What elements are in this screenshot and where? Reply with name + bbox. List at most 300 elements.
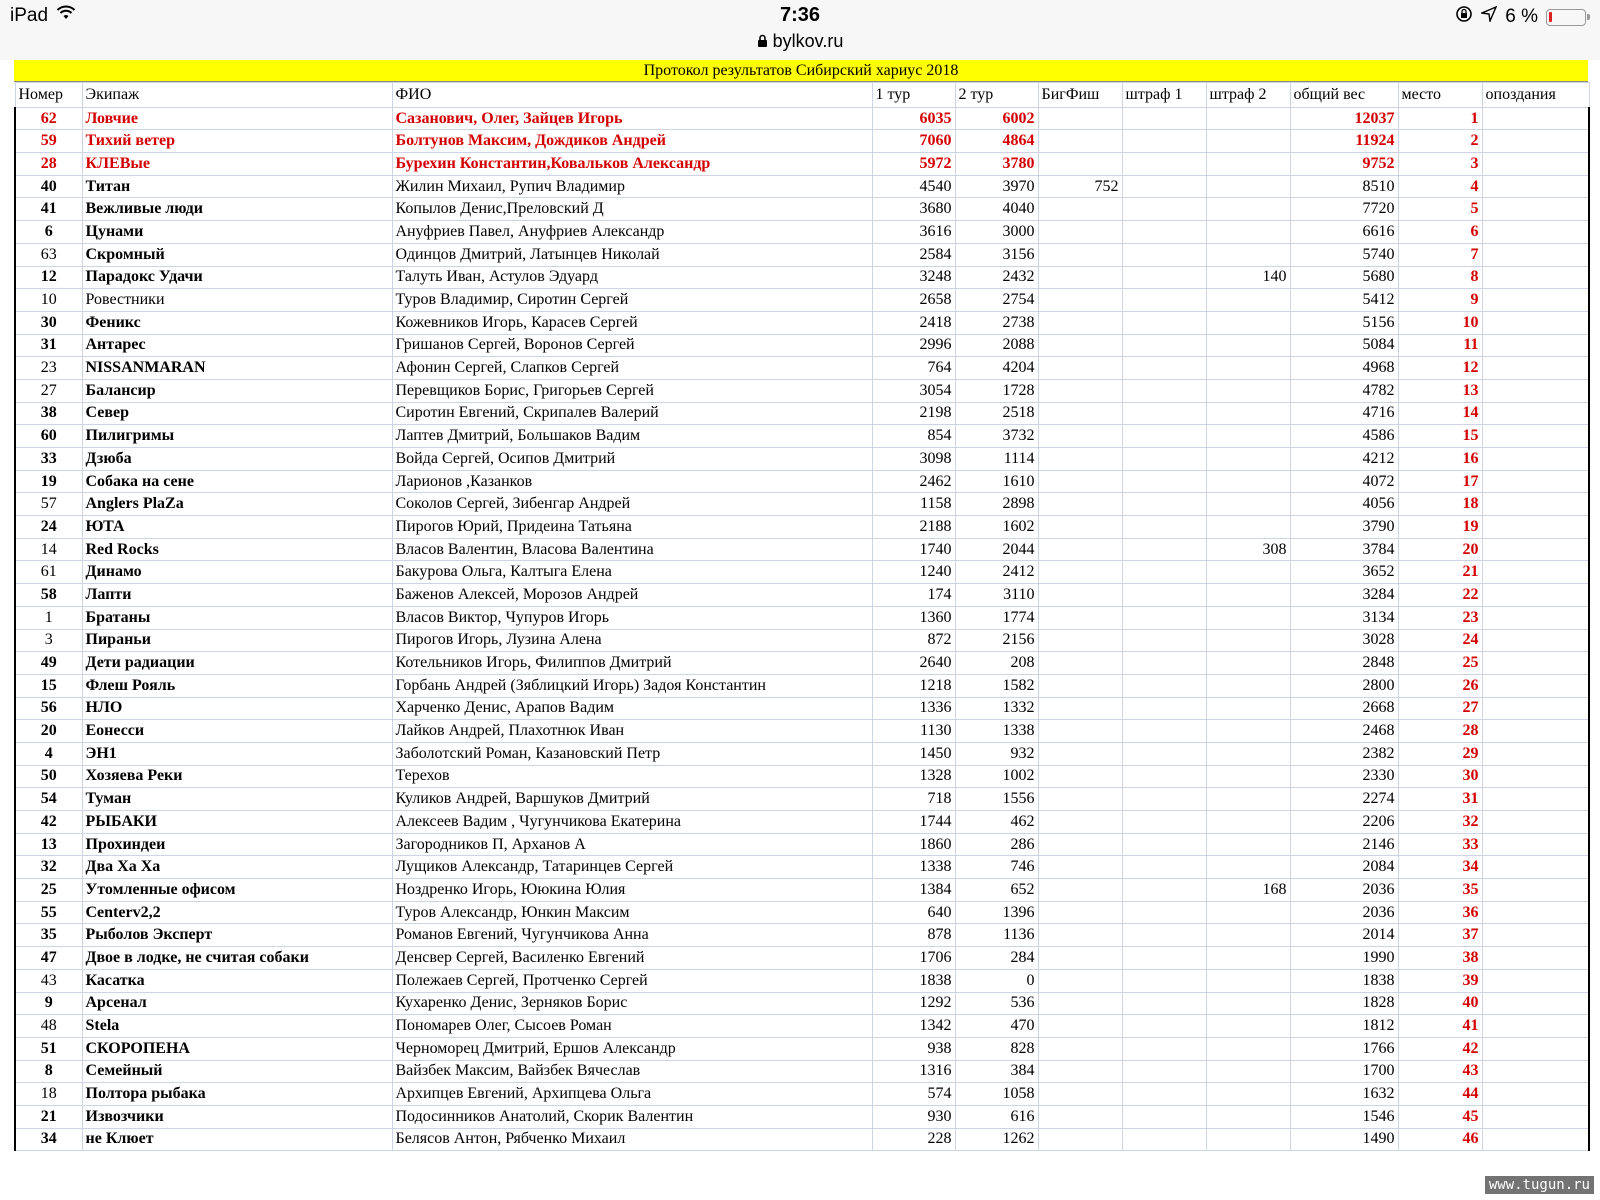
cell-penalty2 [1206,788,1290,811]
cell-round1: 2198 [872,402,955,425]
cell-crew: Собака на сене [82,470,392,493]
cell-round2: 3732 [955,425,1038,448]
cell-late [1482,1083,1589,1106]
cell-names: Пирогов Юрий, Придеина Татьяна [392,516,872,539]
cell-total: 1766 [1290,1037,1398,1060]
cell-bigfish [1038,493,1122,516]
table-body [15,107,1589,1151]
cell-penalty2 [1206,493,1290,516]
cell-penalty1 [1122,379,1206,402]
cell-names: Романов Евгений, Чугунчикова Анна [392,924,872,947]
cell-penalty2 [1206,901,1290,924]
cell-round2: 1556 [955,788,1038,811]
cell-late [1482,1060,1589,1083]
cell-penalty1 [1122,175,1206,198]
cell-place: 23 [1398,606,1482,629]
cell-round2: 2156 [955,629,1038,652]
cell-total: 3028 [1290,629,1398,652]
cell-bigfish [1038,584,1122,607]
battery-icon [1546,9,1586,26]
cell-place: 8 [1398,266,1482,289]
cell-round2: 1610 [955,470,1038,493]
table-row [15,947,1589,970]
cell-total: 3652 [1290,561,1398,584]
cell-names: Сиротин Евгений, Скрипалев Валерий [392,402,872,425]
cell-penalty1 [1122,697,1206,720]
cell-names: Власов Виктор, Чупуров Игорь [392,606,872,629]
cell-bigfish [1038,1105,1122,1128]
cell-late [1482,969,1589,992]
cell-penalty2 [1206,1015,1290,1038]
cell-round1: 2418 [872,311,955,334]
cell-crew: Еонесси [82,720,392,743]
cell-number: 19 [15,470,82,493]
cell-number: 49 [15,652,82,675]
cell-penalty2 [1206,221,1290,244]
cell-names: Бурехин Константин,Ковальков Александр [392,153,872,176]
col-header-place: место [1398,83,1482,108]
col-header-names: ФИО [392,83,872,108]
cell-penalty1 [1122,357,1206,380]
cell-crew: Динамо [82,561,392,584]
cell-penalty2 [1206,243,1290,266]
cell-penalty2 [1206,652,1290,675]
table-row [15,742,1589,765]
table-row [15,243,1589,266]
cell-late [1482,879,1589,902]
cell-number: 1 [15,606,82,629]
cell-round1: 4540 [872,175,955,198]
cell-bigfish [1038,470,1122,493]
cell-round1: 1342 [872,1015,955,1038]
cell-round1: 640 [872,901,955,924]
cell-total: 2800 [1290,674,1398,697]
cell-names: Талуть Иван, Астулов Эдуард [392,266,872,289]
table-row [15,833,1589,856]
cell-penalty1 [1122,584,1206,607]
cell-names: Бакурова Ольга, Калтыга Елена [392,561,872,584]
cell-crew: Семейный [82,1060,392,1083]
cell-late [1482,561,1589,584]
cell-round2: 4204 [955,357,1038,380]
cell-round1: 3054 [872,379,955,402]
cell-place: 26 [1398,674,1482,697]
cell-round1: 5972 [872,153,955,176]
cell-names: Горбань Андрей (Зяблицкий Игорь) Задоя Константин [392,674,872,697]
cell-number: 35 [15,924,82,947]
cell-place: 1 [1398,107,1482,130]
table-row [15,175,1589,198]
cell-crew: Stela [82,1015,392,1038]
cell-round2: 1396 [955,901,1038,924]
cell-bigfish: 752 [1038,175,1122,198]
cell-bigfish [1038,742,1122,765]
cell-late [1482,606,1589,629]
cell-names: Архипцев Евгений, Архипцева Ольга [392,1083,872,1106]
cell-penalty2 [1206,1128,1290,1151]
cell-place: 44 [1398,1083,1482,1106]
cell-crew: РЫБАКИ [82,811,392,834]
cell-late [1482,379,1589,402]
cell-crew: Ловчие [82,107,392,130]
cell-place: 43 [1398,1060,1482,1083]
results-table [14,82,1590,1151]
cell-penalty1 [1122,606,1206,629]
table-row [15,357,1589,380]
cell-late [1482,584,1589,607]
cell-late [1482,198,1589,221]
cell-round1: 1158 [872,493,955,516]
cell-bigfish [1038,153,1122,176]
cell-place: 12 [1398,357,1482,380]
cell-names: Туров Александр, Юнкин Максим [392,901,872,924]
cell-total: 2668 [1290,697,1398,720]
table-row [15,470,1589,493]
cell-names: Куликов Андрей, Варшуков Дмитрий [392,788,872,811]
cell-total: 2036 [1290,901,1398,924]
cell-penalty2 [1206,334,1290,357]
cell-bigfish [1038,402,1122,425]
cell-penalty1 [1122,289,1206,312]
cell-round1: 574 [872,1083,955,1106]
cell-crew: Пираньи [82,629,392,652]
cell-total: 2036 [1290,879,1398,902]
cell-bigfish [1038,289,1122,312]
cell-penalty1 [1122,674,1206,697]
cell-names: Копылов Денис,Преловский Д [392,198,872,221]
cell-place: 6 [1398,221,1482,244]
clock: 7:36 [779,4,821,26]
cell-round1: 1218 [872,674,955,697]
cell-number: 54 [15,788,82,811]
cell-crew: Касатка [82,969,392,992]
cell-names: Перевщиков Борис, Григорьев Сергей [392,379,872,402]
cell-total: 6616 [1290,221,1398,244]
cell-penalty2: 168 [1206,879,1290,902]
cell-bigfish [1038,969,1122,992]
cell-number: 50 [15,765,82,788]
table-row [15,130,1589,153]
cell-crew: Флеш Рояль [82,674,392,697]
cell-crew: Рыболов Эксперт [82,924,392,947]
cell-total: 4056 [1290,493,1398,516]
cell-round1: 1316 [872,1060,955,1083]
cell-round1: 764 [872,357,955,380]
cell-place: 40 [1398,992,1482,1015]
cell-number: 15 [15,674,82,697]
cell-round1: 1384 [872,879,955,902]
cell-total: 5156 [1290,311,1398,334]
cell-names: Власов Валентин, Власова Валентина [392,538,872,561]
cell-penalty1 [1122,969,1206,992]
cell-penalty2 [1206,516,1290,539]
table-row [15,765,1589,788]
cell-names: Черноморец Дмитрий, Ершов Александр [392,1037,872,1060]
cell-round1: 938 [872,1037,955,1060]
cell-place: 4 [1398,175,1482,198]
cell-crew: Дзюба [82,448,392,471]
cell-total: 1828 [1290,992,1398,1015]
cell-penalty2 [1206,833,1290,856]
cell-crew: Ровестники [82,289,392,312]
cell-late [1482,289,1589,312]
device-label: iPad [10,5,49,26]
cell-total: 4586 [1290,425,1398,448]
cell-bigfish [1038,379,1122,402]
cell-place: 30 [1398,765,1482,788]
table-row [15,629,1589,652]
table-row [15,311,1589,334]
cell-names: Афонин Сергей, Слапков Сергей [392,357,872,380]
cell-number: 12 [15,266,82,289]
cell-number: 21 [15,1105,82,1128]
cell-penalty2 [1206,924,1290,947]
cell-late [1482,1105,1589,1128]
cell-penalty2 [1206,198,1290,221]
cell-penalty1 [1122,266,1206,289]
battery-percent: 6 % [1505,6,1538,27]
cell-total: 3284 [1290,584,1398,607]
cell-round2: 1338 [955,720,1038,743]
cell-bigfish [1038,924,1122,947]
cell-place: 5 [1398,198,1482,221]
cell-penalty2 [1206,175,1290,198]
cell-penalty2 [1206,379,1290,402]
cell-crew: Лапти [82,584,392,607]
col-header-round2: 2 тур [955,83,1038,108]
cell-crew: Цунами [82,221,392,244]
cell-total: 4212 [1290,448,1398,471]
cell-total: 9752 [1290,153,1398,176]
cell-round2: 2432 [955,266,1038,289]
cell-bigfish [1038,1128,1122,1151]
cell-penalty1 [1122,493,1206,516]
cell-round2: 470 [955,1015,1038,1038]
cell-names: Лайков Андрей, Плахотнюк Иван [392,720,872,743]
cell-penalty2: 140 [1206,266,1290,289]
cell-penalty2 [1206,606,1290,629]
cell-total: 2468 [1290,720,1398,743]
cell-penalty1 [1122,221,1206,244]
cell-number: 9 [15,992,82,1015]
cell-penalty2 [1206,1083,1290,1106]
cell-penalty1 [1122,901,1206,924]
cell-total: 3784 [1290,538,1398,561]
cell-bigfish [1038,720,1122,743]
cell-number: 23 [15,357,82,380]
cell-place: 11 [1398,334,1482,357]
cell-round2: 536 [955,992,1038,1015]
cell-number: 55 [15,901,82,924]
cell-number: 56 [15,697,82,720]
cell-bigfish [1038,1083,1122,1106]
cell-round1: 854 [872,425,955,448]
cell-round2: 2088 [955,334,1038,357]
cell-number: 32 [15,856,82,879]
cell-round2: 0 [955,969,1038,992]
cell-place: 19 [1398,516,1482,539]
cell-total: 1990 [1290,947,1398,970]
cell-bigfish [1038,947,1122,970]
cell-penalty1 [1122,243,1206,266]
cell-penalty1 [1122,1083,1206,1106]
status-bar [0,0,1600,60]
cell-round1: 2462 [872,470,955,493]
cell-late [1482,357,1589,380]
cell-round1: 2188 [872,516,955,539]
cell-round2: 932 [955,742,1038,765]
cell-crew: Тихий ветер [82,130,392,153]
cell-number: 58 [15,584,82,607]
cell-penalty2 [1206,107,1290,130]
cell-bigfish [1038,901,1122,924]
cell-place: 29 [1398,742,1482,765]
cell-round1: 878 [872,924,955,947]
cell-round2: 2898 [955,493,1038,516]
cell-bigfish [1038,629,1122,652]
cell-number: 28 [15,153,82,176]
cell-names: Загородников П, Арханов А [392,833,872,856]
cell-number: 3 [15,629,82,652]
cell-penalty1 [1122,879,1206,902]
cell-place: 13 [1398,379,1482,402]
table-row [15,221,1589,244]
table-row [15,1128,1589,1151]
table-row [15,992,1589,1015]
url-text: bylkov.ru [772,31,844,51]
cell-late [1482,674,1589,697]
cell-number: 30 [15,311,82,334]
cell-round2: 3970 [955,175,1038,198]
cell-round2: 1332 [955,697,1038,720]
cell-round1: 2584 [872,243,955,266]
cell-late [1482,516,1589,539]
cell-place: 35 [1398,879,1482,902]
table-row [15,516,1589,539]
cell-round2: 286 [955,833,1038,856]
cell-names: Пономарев Олег, Сысоев Роман [392,1015,872,1038]
cell-penalty2 [1206,584,1290,607]
cell-penalty2 [1206,720,1290,743]
cell-late [1482,107,1589,130]
table-row [15,901,1589,924]
cell-round1: 930 [872,1105,955,1128]
cell-round2: 1582 [955,674,1038,697]
cell-place: 31 [1398,788,1482,811]
cell-number: 48 [15,1015,82,1038]
cell-crew: Двое в лодке, не считая собаки [82,947,392,970]
cell-place: 21 [1398,561,1482,584]
cell-crew: КЛЕВые [82,153,392,176]
cell-names: Соколов Сергей, Зибенгар Андрей [392,493,872,516]
cell-number: 24 [15,516,82,539]
cell-late [1482,402,1589,425]
cell-place: 45 [1398,1105,1482,1128]
table-title: Протокол результатов Сибирский хариус 2018 [14,60,1588,82]
cell-round1: 1744 [872,811,955,834]
table-row [15,856,1589,879]
table-row [15,107,1589,130]
cell-round2: 4864 [955,130,1038,153]
address-bar[interactable] [0,31,1600,52]
cell-bigfish [1038,765,1122,788]
cell-total: 2274 [1290,788,1398,811]
cell-round1: 2658 [872,289,955,312]
table-header-row [15,83,1589,108]
cell-crew: Туман [82,788,392,811]
cell-bigfish [1038,266,1122,289]
cell-crew: Полтора рыбака [82,1083,392,1106]
cell-late [1482,629,1589,652]
cell-round2: 2738 [955,311,1038,334]
cell-place: 22 [1398,584,1482,607]
cell-penalty1 [1122,1105,1206,1128]
cell-bigfish [1038,1060,1122,1083]
cell-late [1482,1015,1589,1038]
cell-round2: 3780 [955,153,1038,176]
cell-number: 6 [15,221,82,244]
cell-round2: 652 [955,879,1038,902]
cell-place: 34 [1398,856,1482,879]
cell-late [1482,901,1589,924]
table-row [15,448,1589,471]
cell-bigfish [1038,674,1122,697]
cell-total: 2382 [1290,742,1398,765]
cell-round1: 174 [872,584,955,607]
cell-penalty1 [1122,720,1206,743]
cell-round2: 1728 [955,379,1038,402]
cell-place: 32 [1398,811,1482,834]
cell-late [1482,243,1589,266]
cell-late [1482,470,1589,493]
cell-penalty1 [1122,107,1206,130]
cell-round1: 3098 [872,448,955,471]
cell-crew: Север [82,402,392,425]
table-row [15,1015,1589,1038]
cell-crew: Братаны [82,606,392,629]
cell-bigfish [1038,516,1122,539]
cell-round1: 3248 [872,266,955,289]
cell-round1: 1336 [872,697,955,720]
cell-round1: 1338 [872,856,955,879]
cell-penalty2 [1206,311,1290,334]
cell-penalty2 [1206,1105,1290,1128]
cell-number: 31 [15,334,82,357]
cell-total: 4072 [1290,470,1398,493]
cell-bigfish [1038,561,1122,584]
cell-total: 2848 [1290,652,1398,675]
cell-names: Харченко Денис, Арапов Вадим [392,697,872,720]
cell-penalty2 [1206,856,1290,879]
cell-crew: Хозяева Реки [82,765,392,788]
table-row [15,402,1589,425]
cell-names: Белясов Антон, Рябченко Михаил [392,1128,872,1151]
cell-bigfish [1038,1015,1122,1038]
cell-round1: 7060 [872,130,955,153]
cell-place: 25 [1398,652,1482,675]
cell-late [1482,652,1589,675]
cell-late [1482,833,1589,856]
cell-penalty1 [1122,788,1206,811]
cell-names: Подосинников Анатолий, Скорик Валентин [392,1105,872,1128]
cell-names: Баженов Алексей, Морозов Андрей [392,584,872,607]
cell-crew: Скромный [82,243,392,266]
table-row [15,652,1589,675]
cell-penalty1 [1122,1128,1206,1151]
table-row [15,788,1589,811]
cell-penalty1 [1122,198,1206,221]
col-header-round1: 1 тур [872,83,955,108]
